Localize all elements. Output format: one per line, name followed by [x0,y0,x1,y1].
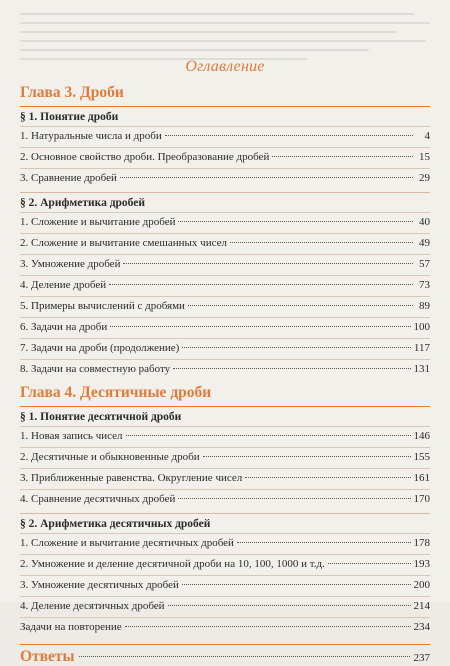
toc-entry[interactable] [20,489,430,510]
toc-entry[interactable] [20,254,430,275]
section-title[interactable]: § 2. Арифметика дробей [20,192,430,212]
toc-body [20,82,430,638]
toc-entry-label: 8. Задачи на совместную работу [20,363,171,375]
toc-entry-label: 1. Сложение и вычитание дробей [20,216,176,228]
toc-entry-page: 200 [413,579,430,591]
toc-entry[interactable] [20,233,430,254]
leader-dots [126,435,411,436]
toc-entry[interactable] [20,596,430,617]
toc-entry-page: 146 [413,430,430,442]
toc-entry-page: 214 [413,600,430,612]
toc-entry-label: 7. Задачи на дроби (продолжение) [20,342,180,354]
toc-entry[interactable] [20,296,430,317]
leader-dots [237,542,411,543]
toc-entry-page: 73 [419,279,430,291]
leader-dots [79,656,410,657]
toc-entry-label: 5. Примеры вычислений с дробями [20,300,185,312]
leader-dots [109,284,413,285]
toc-entry-page: 131 [413,363,430,375]
toc-entry-label: 3. Сравнение дробей [20,172,117,184]
toc-entry-label: 2. Десятичные и обыкновенные дроби [20,451,200,463]
leader-dots [110,326,410,327]
leader-dots [203,456,411,457]
leader-dots [125,626,411,627]
answers-page: 237 [413,652,430,664]
leader-dots [165,135,413,136]
toc-entry[interactable] [20,447,430,468]
toc-entry-page: 193 [413,558,430,570]
toc-entry-label: 3. Приближенные равенства. Округление чисел [20,472,243,484]
toc-entry-page: 49 [419,237,430,249]
chapter-title[interactable]: Глава 3. Дроби [20,84,124,101]
toc-entry[interactable] [20,533,430,554]
toc-entry[interactable] [20,338,430,359]
toc-entry-label: 2. Умножение и деление десятичной дроби на 10, 100, 1000 и т.д. [20,558,325,570]
leader-dots [230,242,413,243]
toc-entry-label: 1. Натуральные числа и дроби [20,130,162,142]
toc-entry-label: 2. Сложение и вычитание смешанных чисел [20,237,227,249]
leader-dots [178,498,410,499]
toc-entry-page: 178 [413,537,430,549]
chapter-2 [20,382,430,638]
toc-entry[interactable] [20,617,430,638]
section-title[interactable]: § 2. Арифметика десятичных дробей [20,513,430,533]
toc-entry-page: 15 [419,151,430,163]
chapter-1 [20,82,430,380]
leader-dots [173,368,410,369]
toc-entry-label: 4. Деление дробей [20,279,107,291]
leader-dots [182,347,411,348]
answers-entry[interactable] [20,644,430,666]
toc-entry[interactable] [20,212,430,233]
toc-entry-label: 4. Деление десятичных дробей [20,600,165,612]
table-of-contents [20,58,430,666]
toc-entry[interactable] [20,468,430,489]
leader-dots [168,605,411,606]
leader-dots [188,305,413,306]
toc-entry[interactable] [20,126,430,147]
toc-entry-page: 89 [419,300,430,312]
toc-entry-label: Задачи на повторение [20,621,122,633]
toc-entry[interactable] [20,426,430,447]
leader-dots [272,156,413,157]
toc-entry[interactable] [20,168,430,189]
toc-entry-page: 170 [413,493,430,505]
toc-entry-label: 3. Умножение дробей [20,258,121,270]
leader-dots [178,221,413,222]
toc-entry-page: 57 [419,258,430,270]
toc-entry[interactable] [20,359,430,380]
section-title[interactable]: § 1. Понятие десятичной дроби [20,406,430,426]
leader-dots [245,477,410,478]
toc-entry-page: 40 [419,216,430,228]
toc-title: Оглавление [185,58,265,75]
toc-entry[interactable] [20,317,430,338]
toc-entry-label: 6. Задачи на дроби [20,321,108,333]
toc-entry-page: 100 [413,321,430,333]
toc-entry-label: 1. Сложение и вычитание десятичных дробей [20,537,234,549]
toc-entry-label: 4. Сравнение десятичных дробей [20,493,176,505]
toc-entry-label: 3. Умножение десятичных дробей [20,579,179,591]
toc-entry-label: 1. Новая запись чисел [20,430,123,442]
toc-entry-page: 29 [419,172,430,184]
toc-entry-page: 4 [424,130,430,142]
leader-dots [123,263,413,264]
toc-entry[interactable] [20,275,430,296]
leader-dots [328,563,411,564]
toc-entry-page: 117 [413,342,430,354]
leader-dots [120,177,413,178]
toc-entry-page: 161 [413,472,430,484]
answers-label: Ответы [20,648,75,665]
toc-entry-page: 155 [413,451,430,463]
section-title[interactable]: § 1. Понятие дроби [20,106,430,126]
toc-entry[interactable] [20,147,430,168]
toc-entry[interactable] [20,554,430,575]
toc-entry-label: 2. Основное свойство дроби. Преобразование дробей [20,151,270,163]
toc-entry-page: 234 [413,621,430,633]
toc-entry[interactable] [20,575,430,596]
leader-dots [182,584,411,585]
chapter-title[interactable]: Глава 4. Десятичные дроби [20,384,212,401]
